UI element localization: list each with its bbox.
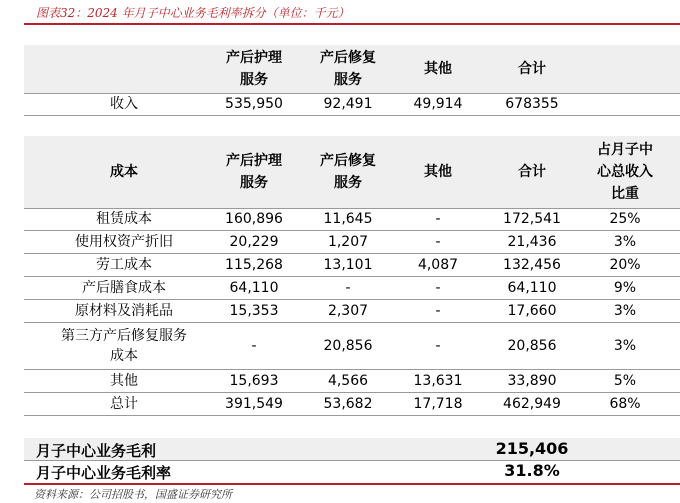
cost-row-repair: 13,101 [323, 257, 373, 273]
table-bottom-rule [24, 483, 680, 485]
cost-row-share: 5% [613, 373, 637, 389]
cost-row-share: 25% [609, 211, 641, 227]
cost-row-repair: 1,207 [327, 234, 369, 250]
cost-row-label: 产后膳食成本 [82, 280, 166, 296]
cost-row-share: 9% [613, 280, 637, 296]
cost-row-other: - [435, 211, 441, 227]
cost-col-total: 合计 [518, 164, 546, 180]
revenue-col-total: 合计 [518, 61, 546, 77]
revenue-col-other: 其他 [424, 61, 452, 77]
cost-row-repair: 53,682 [323, 396, 373, 412]
cost-row-label: 原材料及消耗品 [75, 303, 173, 319]
revenue-row-label: 收入 [110, 96, 138, 112]
cost-row-label: 租赁成本 [96, 211, 152, 227]
cost-row-other: - [435, 234, 441, 250]
cost-row-share: 3% [613, 303, 637, 319]
cost-col-care: 产后护理 服务 [226, 153, 282, 191]
cost-row-care: 20,229 [229, 234, 279, 250]
cost-row-care: 15,693 [229, 373, 279, 389]
cost-row-total: 21,436 [507, 234, 557, 250]
cost-row-label: 使用权资产折旧 [75, 234, 173, 250]
cost-col-label: 成本 [110, 164, 138, 180]
revenue-care-value: 535,950 [225, 96, 283, 112]
cost-row-repair: 11,645 [323, 211, 373, 227]
cost-row-total: 20,856 [507, 338, 557, 354]
cost-row-other: 4,087 [417, 257, 459, 273]
gross-profit-label: 月子中心业务毛利 [36, 442, 157, 460]
cost-row-other: - [435, 303, 441, 319]
cost-row-care: 115,268 [225, 257, 283, 273]
cost-row-share: 68% [609, 396, 641, 412]
cost-row-other: - [435, 280, 441, 296]
cost-row-total: 462,949 [503, 396, 561, 412]
cost-row-repair: - [345, 280, 351, 296]
cost-row-care: 160,896 [225, 211, 283, 227]
caption-divider [24, 23, 680, 25]
cost-row-share: 3% [613, 338, 637, 354]
cost-row-repair: 4,566 [327, 373, 369, 389]
cost-row-total: 17,660 [507, 303, 557, 319]
cost-row-label: 第三方产后修复服务 成本 [61, 328, 187, 364]
revenue-col-repair: 产后修复 服务 [320, 50, 376, 88]
cost-row-total: 132,456 [503, 257, 561, 273]
cost-row-label: 总计 [110, 396, 138, 412]
cost-row-care: 391,549 [225, 396, 283, 412]
cost-row-repair: 20,856 [323, 338, 373, 354]
revenue-col-care: 产后护理 服务 [226, 50, 282, 88]
cost-row-other: 13,631 [413, 373, 463, 389]
source-note: 资料来源：公司招股书，国盛证券研究所 [34, 488, 232, 501]
cost-col-repair: 产后修复 服务 [320, 153, 376, 191]
cost-row-care: 64,110 [229, 280, 279, 296]
cost-col-other: 其他 [424, 164, 452, 180]
divider [24, 115, 680, 116]
cost-col-share: 占月子中 心总收入 比重 [597, 142, 653, 202]
cost-row-other: - [435, 338, 441, 354]
cost-row-share: 20% [609, 257, 641, 273]
cost-row-repair: 2,307 [327, 303, 369, 319]
cost-row-label: 劳工成本 [96, 257, 152, 273]
cost-row-care: 15,353 [229, 303, 279, 319]
gross-margin-value: 31.8% [504, 461, 560, 480]
cost-row-other: 17,718 [413, 396, 463, 412]
revenue-repair-value: 92,491 [323, 96, 373, 112]
figure-caption: 图表32：2024 年月子中心业务毛利率拆分（单位：千元） [36, 6, 350, 20]
revenue-other-value: 49,914 [413, 96, 463, 112]
divider [24, 415, 680, 416]
cost-row-label: 其他 [110, 373, 138, 389]
gross-margin-label: 月子中心业务毛利率 [36, 464, 172, 482]
gross-profit-value: 215,406 [495, 439, 569, 458]
cost-row-care: - [251, 338, 257, 354]
cost-row-total: 64,110 [507, 280, 557, 296]
cost-row-total: 33,890 [507, 373, 557, 389]
revenue-total-value: 678355 [505, 96, 559, 112]
cost-row-share: 3% [613, 234, 637, 250]
cost-row-total: 172,541 [503, 211, 561, 227]
